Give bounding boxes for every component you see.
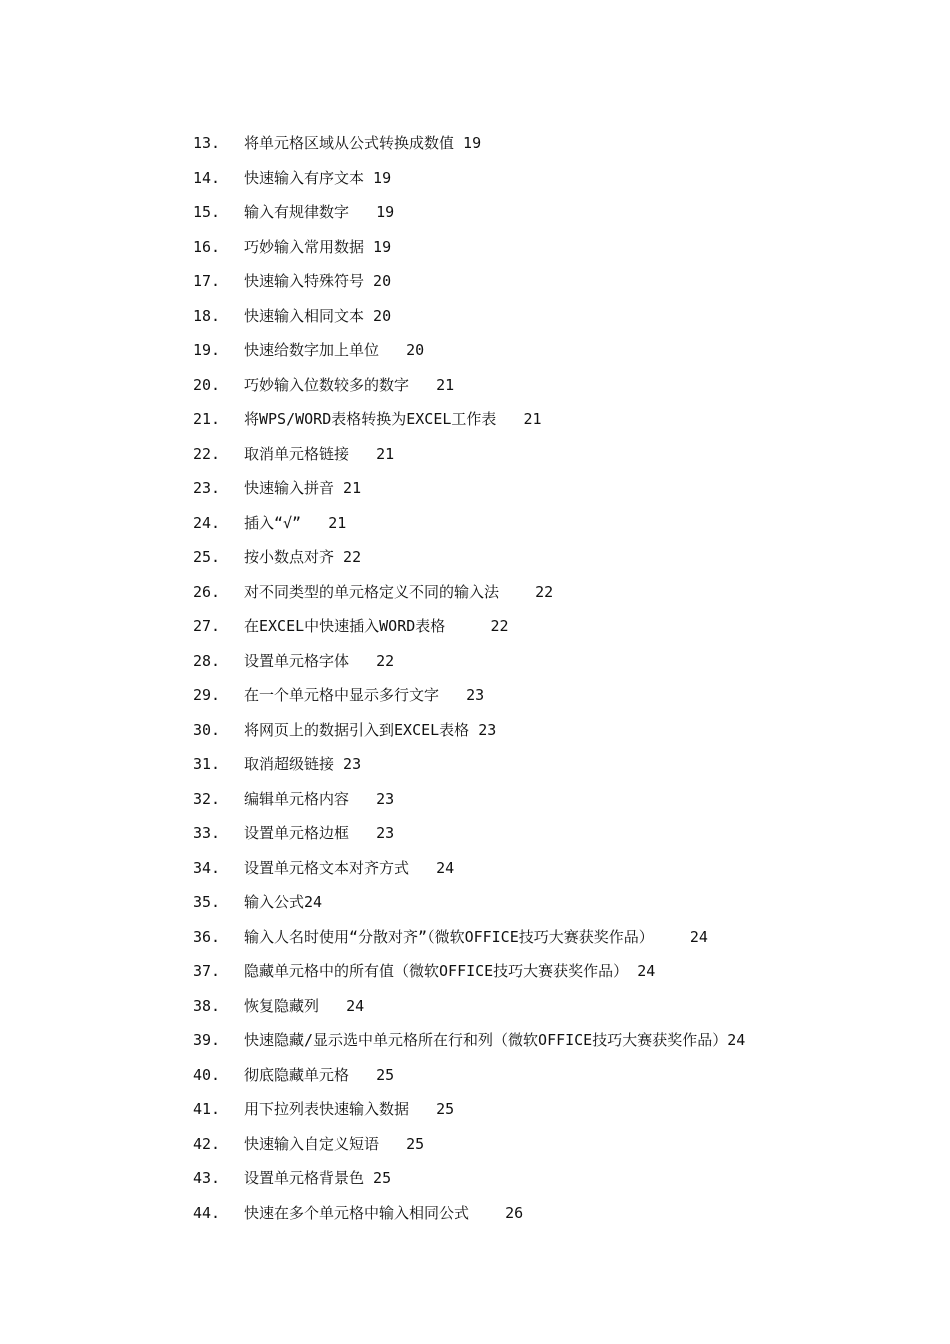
entry-title: 彻底隐藏单元格 xyxy=(244,1065,350,1084)
toc-entry-25[interactable] xyxy=(193,540,913,575)
entry-title: 输入公式 xyxy=(244,893,305,912)
toc-entry-34[interactable] xyxy=(193,851,913,886)
entry-page-number: 25 xyxy=(376,1065,395,1084)
table-of-contents xyxy=(193,126,913,1230)
entry-page-number: 24 xyxy=(689,927,708,946)
entry-page-number: 22 xyxy=(535,582,554,601)
toc-entry-32[interactable] xyxy=(193,782,913,817)
entry-page-number: 21 xyxy=(436,375,455,394)
entry-number: 19. xyxy=(193,341,221,360)
entry-title: 设置单元格边框 xyxy=(244,824,350,843)
entry-number: 37. xyxy=(193,962,221,981)
entry-number: 18. xyxy=(193,306,221,325)
toc-entry-30[interactable] xyxy=(193,713,913,748)
entry-page-number: 21 xyxy=(523,410,542,429)
entry-page-number: 23 xyxy=(343,755,362,774)
entry-page-number: 24 xyxy=(304,893,323,912)
toc-entry-20[interactable] xyxy=(193,368,913,403)
toc-entry-37[interactable] xyxy=(193,954,913,989)
entry-page-number: 26 xyxy=(505,1203,524,1222)
entry-page-number: 19 xyxy=(376,203,395,222)
toc-entry-40[interactable] xyxy=(193,1058,913,1093)
entry-number: 31. xyxy=(193,755,221,774)
entry-title: 用下拉列表快速输入数据 xyxy=(244,1100,410,1119)
toc-entry-28[interactable] xyxy=(193,644,913,679)
entry-title: 设置单元格字体 xyxy=(244,651,350,670)
entry-page-number: 24 xyxy=(727,1031,746,1050)
entry-title: 编辑单元格内容 xyxy=(244,789,350,808)
toc-entry-14[interactable] xyxy=(193,161,913,196)
entry-number: 43. xyxy=(193,1169,221,1188)
entry-number: 28. xyxy=(193,651,221,670)
entry-title: 设置单元格背景色 xyxy=(244,1169,365,1188)
entry-title: 巧妙输入位数较多的数字 xyxy=(244,375,410,394)
toc-entry-31[interactable] xyxy=(193,747,913,782)
entry-number: 34. xyxy=(193,858,221,877)
toc-entry-43[interactable] xyxy=(193,1161,913,1196)
entry-number: 40. xyxy=(193,1065,221,1084)
entry-title: 巧妙输入常用数据 xyxy=(244,237,365,256)
entry-title: 设置单元格文本对齐方式 xyxy=(244,858,410,877)
entry-title: 快速输入特殊符号 xyxy=(244,272,365,291)
toc-entry-18[interactable] xyxy=(193,299,913,334)
entry-number: 14. xyxy=(193,168,221,187)
entry-page-number: 22 xyxy=(490,617,509,636)
entry-title: 在EXCEL中快速插入WORD表格 xyxy=(244,617,446,636)
entry-number: 20. xyxy=(193,375,221,394)
entry-number: 39. xyxy=(193,1031,221,1050)
entry-number: 25. xyxy=(193,548,221,567)
toc-entry-26[interactable] xyxy=(193,575,913,610)
entry-title: 将网页上的数据引入到EXCEL表格 xyxy=(244,720,470,739)
entry-number: 29. xyxy=(193,686,221,705)
entry-title: 插入“√” xyxy=(244,513,302,532)
toc-entry-38[interactable] xyxy=(193,989,913,1024)
entry-title: 对不同类型的单元格定义不同的输入法 xyxy=(244,582,500,601)
entry-page-number: 19 xyxy=(373,168,392,187)
entry-page-number: 22 xyxy=(376,651,395,670)
toc-entry-33[interactable] xyxy=(193,816,913,851)
entry-page-number: 25 xyxy=(373,1169,392,1188)
toc-entry-36[interactable] xyxy=(193,920,913,955)
entry-number: 35. xyxy=(193,893,221,912)
entry-title: 快速输入有序文本 xyxy=(244,168,365,187)
entry-page-number: 25 xyxy=(406,1134,425,1153)
entry-page-number: 20 xyxy=(373,272,392,291)
entry-page-number: 20 xyxy=(406,341,425,360)
toc-entry-13[interactable] xyxy=(193,126,913,161)
entry-title: 输入有规律数字 xyxy=(244,203,350,222)
toc-entry-41[interactable] xyxy=(193,1092,913,1127)
entry-page-number: 21 xyxy=(376,444,395,463)
entry-number: 21. xyxy=(193,410,221,429)
toc-entry-39[interactable] xyxy=(193,1023,913,1058)
entry-page-number: 20 xyxy=(373,306,392,325)
entry-number: 26. xyxy=(193,582,221,601)
entry-title: 快速给数字加上单位 xyxy=(244,341,380,360)
entry-title: 隐藏单元格中的所有值（微软OFFICE技巧大赛获奖作品） xyxy=(244,962,629,981)
entry-number: 27. xyxy=(193,617,221,636)
entry-page-number: 21 xyxy=(328,513,347,532)
toc-entry-15[interactable] xyxy=(193,195,913,230)
toc-entry-16[interactable] xyxy=(193,230,913,265)
toc-entry-23[interactable] xyxy=(193,471,913,506)
entry-number: 38. xyxy=(193,996,221,1015)
entry-title: 取消超级链接 xyxy=(244,755,335,774)
entry-number: 30. xyxy=(193,720,221,739)
entry-title: 输入人名时使用“分散对齐”（微软OFFICE技巧大赛获奖作品） xyxy=(244,927,654,946)
entry-number: 42. xyxy=(193,1134,221,1153)
entry-number: 24. xyxy=(193,513,221,532)
toc-entry-21[interactable] xyxy=(193,402,913,437)
entry-page-number: 23 xyxy=(478,720,497,739)
entry-page-number: 19 xyxy=(373,237,392,256)
entry-title: 取消单元格链接 xyxy=(244,444,350,463)
toc-entry-44[interactable] xyxy=(193,1196,913,1231)
entry-number: 17. xyxy=(193,272,221,291)
entry-title: 快速输入拼音 xyxy=(244,479,335,498)
entry-number: 44. xyxy=(193,1203,221,1222)
toc-entry-24[interactable] xyxy=(193,506,913,541)
toc-entry-22[interactable] xyxy=(193,437,913,472)
entry-number: 16. xyxy=(193,237,221,256)
entry-title: 快速隐藏/显示选中单元格所在行和列（微软OFFICE技巧大赛获奖作品） xyxy=(244,1031,728,1050)
entry-number: 32. xyxy=(193,789,221,808)
entry-title: 按小数点对齐 xyxy=(244,548,335,567)
toc-entry-17[interactable] xyxy=(193,264,913,299)
entry-number: 41. xyxy=(193,1100,221,1119)
entry-page-number: 24 xyxy=(436,858,455,877)
entry-number: 36. xyxy=(193,927,221,946)
entry-title: 将单元格区域从公式转换成数值 xyxy=(244,134,455,153)
entry-number: 13. xyxy=(193,134,221,153)
toc-entry-27[interactable] xyxy=(193,609,913,644)
entry-title: 恢复隐藏列 xyxy=(244,996,320,1015)
entry-page-number: 24 xyxy=(637,962,656,981)
toc-entry-35[interactable] xyxy=(193,885,913,920)
toc-entry-29[interactable] xyxy=(193,678,913,713)
entry-page-number: 21 xyxy=(343,479,362,498)
entry-title: 在一个单元格中显示多行文字 xyxy=(244,686,440,705)
entry-title: 快速输入自定义短语 xyxy=(244,1134,380,1153)
entry-page-number: 23 xyxy=(376,789,395,808)
entry-page-number: 24 xyxy=(346,996,365,1015)
entry-title: 将WPS/WORD表格转换为EXCEL工作表 xyxy=(244,410,497,429)
toc-entry-42[interactable] xyxy=(193,1127,913,1162)
entry-page-number: 22 xyxy=(343,548,362,567)
entry-page-number: 23 xyxy=(466,686,485,705)
entry-number: 22. xyxy=(193,444,221,463)
entry-page-number: 23 xyxy=(376,824,395,843)
entry-page-number: 25 xyxy=(436,1100,455,1119)
entry-title: 快速在多个单元格中输入相同公式 xyxy=(244,1203,470,1222)
entry-number: 15. xyxy=(193,203,221,222)
entry-number: 33. xyxy=(193,824,221,843)
toc-entry-19[interactable] xyxy=(193,333,913,368)
entry-number: 23. xyxy=(193,479,221,498)
entry-title: 快速输入相同文本 xyxy=(244,306,365,325)
entry-page-number: 19 xyxy=(463,134,482,153)
